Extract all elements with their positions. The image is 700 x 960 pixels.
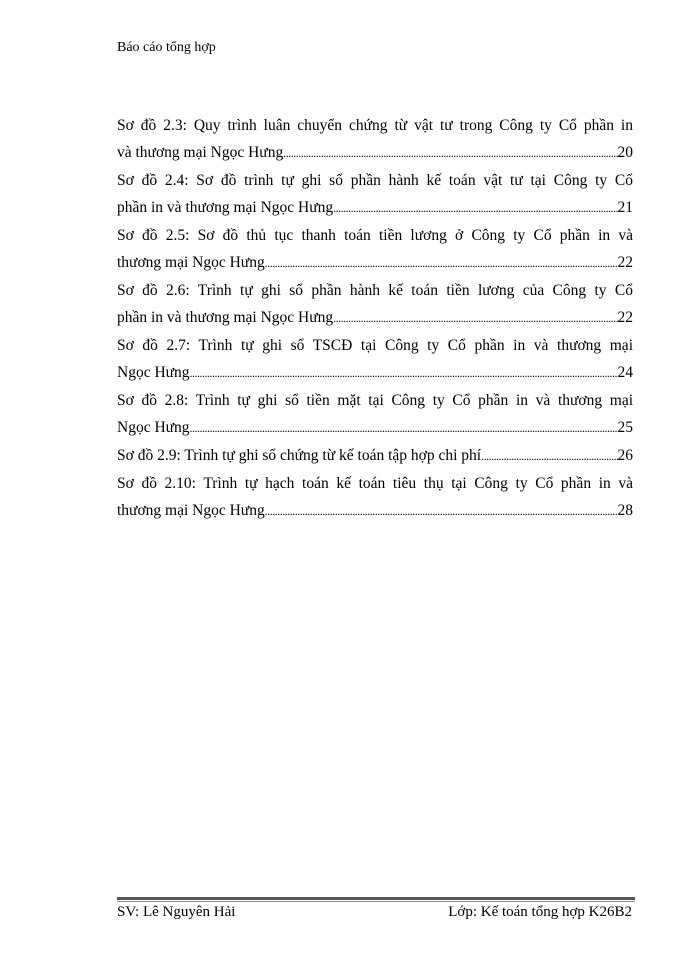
- footer-class-name: Lớp: Kế toán tổng hợp K26B2: [448, 904, 632, 920]
- toc-entry-2-7[interactable]: [117, 332, 633, 387]
- toc-entry-2-5[interactable]: [117, 222, 633, 277]
- page-header-title: Báo cáo tổng hợp: [117, 40, 216, 55]
- toc-entry-text-cont: phần in và thương mại Ngọc Hưng: [117, 199, 334, 216]
- toc-entry-2-3[interactable]: [117, 112, 633, 167]
- toc-entry-text: Sơ đồ 2.5: Sơ đồ thủ tục thanh toán tiền lương ở Công ty Cổ phần in và: [117, 227, 633, 244]
- toc-entry-text-cont: Ngọc Hưng: [117, 364, 190, 381]
- dot-leader: [481, 443, 617, 470]
- dot-leader: [333, 305, 617, 332]
- toc-entry-text: Sơ đồ 2.3: Quy trình luân chuyển chứng từ vật tư trong Công ty Cổ phần in: [117, 117, 633, 134]
- dot-leader: [265, 250, 618, 277]
- dot-leader: [190, 415, 618, 442]
- toc-entry-2-8[interactable]: [117, 387, 633, 442]
- table-of-figures: [117, 112, 633, 525]
- toc-page-number: 20: [617, 144, 633, 161]
- toc-entry-2-4[interactable]: [117, 167, 633, 222]
- toc-entry-text-cont: phần in và thương mại Ngọc Hưng: [117, 309, 334, 326]
- footer-divider-thin: [117, 901, 635, 902]
- toc-entry-text-cont: thương mại Ngọc Hưng: [117, 502, 265, 519]
- toc-page-number: 25: [617, 419, 633, 436]
- toc-entry-text: Sơ đồ 2.6: Trình tự ghi sổ phần hành kế toán tiền lương của Công ty Cổ: [117, 282, 633, 299]
- toc-page-number: 21: [617, 199, 633, 216]
- toc-entry-text: Sơ đồ 2.8: Trình tự ghi sổ tiền mặt tại Công ty Cổ phần in và thương mại: [117, 392, 633, 409]
- dot-leader: [190, 360, 618, 387]
- footer-divider: [117, 897, 635, 900]
- toc-entry-text-cont: thương mại Ngọc Hưng: [117, 254, 265, 271]
- toc-entry-text: Sơ đồ 2.4: Sơ đồ trình tự ghi sổ phần hành kế toán vật tư tại Công ty Cổ: [117, 172, 633, 189]
- toc-entry-text: Sơ đồ 2.9: Trình tự ghi sổ chứng từ kế toán tập hợp chi phí: [117, 447, 482, 464]
- toc-entry-2-9[interactable]: [117, 442, 633, 470]
- dot-leader: [265, 498, 618, 525]
- toc-page-number: 26: [617, 447, 633, 464]
- dot-leader: [333, 195, 617, 222]
- toc-entry-text-cont: và thương mại Ngọc Hưng: [117, 144, 284, 161]
- footer-student-name: SV: Lê Nguyên Hải: [117, 904, 236, 920]
- dot-leader: [283, 140, 617, 167]
- toc-page-number: 22: [617, 254, 633, 271]
- toc-entry-text: Sơ đồ 2.7: Trình tự ghi sổ TSCĐ tại Công ty Cổ phần in và thương mại: [117, 337, 633, 354]
- toc-entry-2-6[interactable]: [117, 277, 633, 332]
- toc-entry-text-cont: Ngọc Hưng: [117, 419, 190, 436]
- toc-page-number: 24: [617, 364, 633, 381]
- toc-page-number: 28: [617, 502, 633, 519]
- toc-entry-text: Sơ đồ 2.10: Trình tự hạch toán kế toán tiêu thụ tại Công ty Cổ phần in và: [117, 475, 633, 492]
- toc-entry-2-10[interactable]: [117, 470, 633, 525]
- toc-page-number: 22: [617, 309, 633, 326]
